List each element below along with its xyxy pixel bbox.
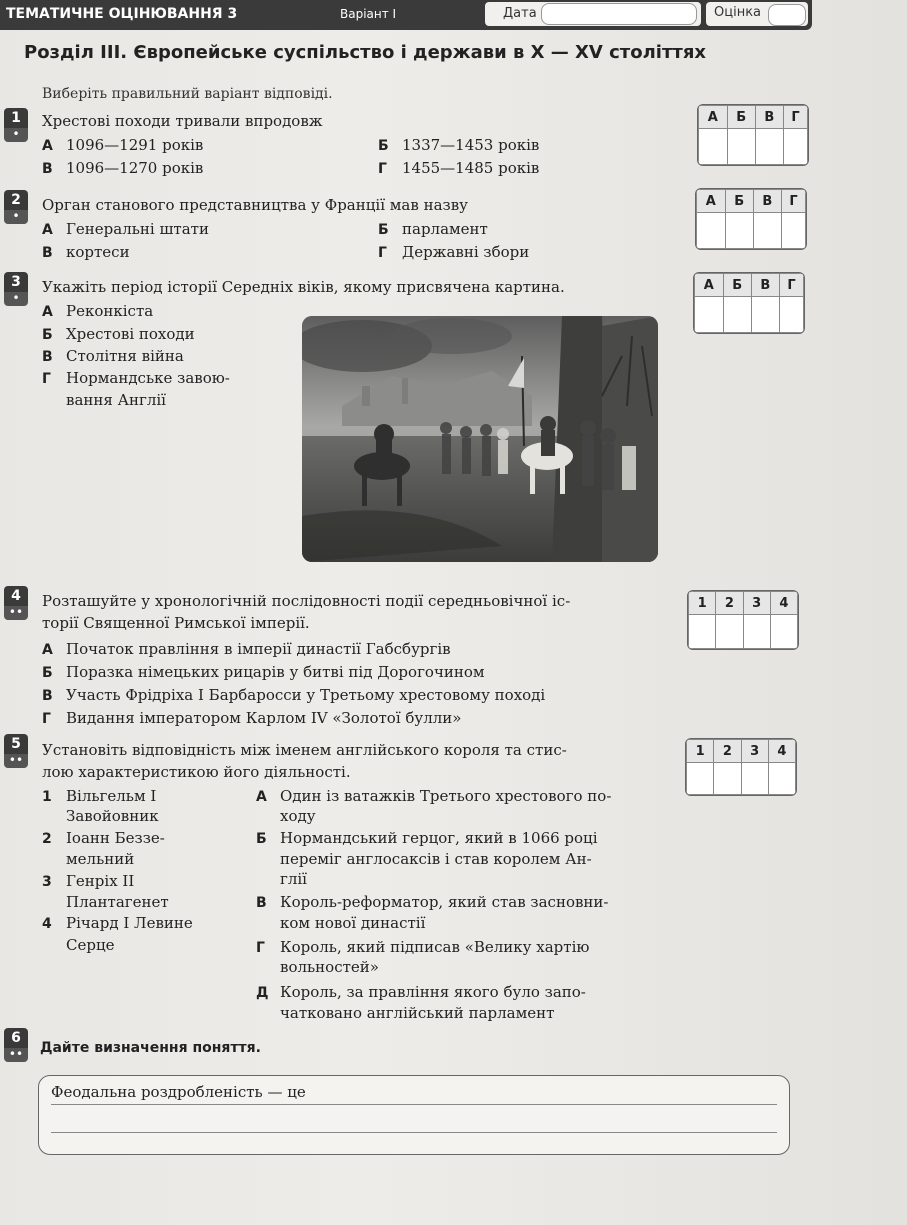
question-number: 5 — [4, 734, 28, 754]
q5-king-1-cont: Завойовник — [66, 807, 159, 825]
answer-cell[interactable] — [781, 213, 805, 249]
question-6-number — [4, 1028, 28, 1062]
answer-header-1: 1 — [687, 740, 714, 763]
answer-cell[interactable] — [768, 763, 795, 795]
q5-king-3-cont: Плантагенет — [66, 893, 169, 911]
question-number: 6 — [4, 1028, 28, 1048]
q4-option-v — [42, 686, 545, 704]
desc-text: Король, який підписав «Велику хартію — [280, 938, 590, 956]
option-letter: А — [42, 304, 53, 320]
answer-cell[interactable] — [714, 763, 741, 795]
q5-king-4 — [42, 914, 193, 932]
answer-header-g: Г — [783, 106, 807, 129]
q5-desc-a — [256, 787, 611, 805]
question-number: 3 — [4, 272, 28, 292]
king-name: Вільгельм І — [66, 787, 157, 805]
answer-header-b: Б — [725, 190, 753, 213]
difficulty-dots: •• — [4, 1048, 28, 1062]
king-number: 3 — [42, 874, 52, 890]
instruction: Виберіть правильний варіант відповіді. — [42, 86, 333, 102]
answer-cell[interactable] — [727, 129, 755, 165]
answer-header-g: Г — [779, 274, 803, 297]
option-text: Генеральні штати — [66, 220, 209, 238]
option-text: парламент — [402, 220, 488, 238]
answer-header-v: В — [753, 190, 781, 213]
answer-header-2: 2 — [716, 592, 743, 615]
option-letter: Б — [42, 665, 53, 681]
definition-term: Феодальна роздробленість — це — [51, 1083, 306, 1101]
desc-letter: Б — [256, 831, 267, 847]
option-text: Нормандське завою- — [66, 369, 230, 387]
q3-option-a[interactable] — [42, 302, 153, 320]
option-text: 1455—1485 років — [402, 159, 540, 177]
q2-option-b[interactable] — [378, 220, 488, 238]
q4-option-g — [42, 709, 461, 727]
date-block — [485, 2, 701, 26]
q4-option-a — [42, 640, 451, 658]
option-letter: Г — [42, 371, 51, 387]
answer-cell[interactable] — [770, 615, 797, 649]
q5-desc-b — [256, 829, 598, 847]
option-text: 1096—1270 років — [66, 159, 204, 177]
option-letter: А — [42, 642, 53, 658]
desc-text: Король, за правління якого було запо- — [280, 983, 586, 1001]
difficulty-dots: •• — [4, 606, 28, 620]
answer-header-2: 2 — [714, 740, 741, 763]
question-5-number — [4, 734, 28, 768]
answer-header-a: А — [699, 106, 728, 129]
painting-illustration — [302, 316, 658, 562]
difficulty-dots: • — [4, 292, 28, 306]
section-title: Розділ ІІІ. Європейське суспільство і держави в X — XV століттях — [24, 42, 706, 63]
desc-letter: А — [256, 789, 267, 805]
q5-desc-a-cont: ходу — [280, 807, 316, 825]
q1-option-v[interactable] — [42, 159, 203, 177]
difficulty-dots: • — [4, 210, 28, 224]
question-1-number — [4, 108, 28, 142]
q5-desc-b-cont2: глії — [280, 870, 307, 888]
option-letter: В — [42, 245, 53, 261]
answer-cell[interactable] — [699, 129, 728, 165]
answer-header-1: 1 — [689, 592, 716, 615]
answer-cell[interactable] — [753, 213, 781, 249]
q1-answer-grid — [697, 104, 809, 166]
q2-option-a[interactable] — [42, 220, 209, 238]
question-3-number — [4, 272, 28, 306]
date-label: Дата — [503, 6, 537, 21]
q1-option-a[interactable] — [42, 136, 203, 154]
option-letter: В — [42, 161, 53, 177]
answer-header-3: 3 — [741, 740, 768, 763]
option-text: Поразка німецьких рицарів у битві під Дорогочином — [66, 663, 485, 681]
q5-king-2 — [42, 829, 165, 847]
option-letter: В — [42, 349, 53, 365]
desc-text: Нормандський герцог, який в 1066 році — [280, 829, 598, 847]
header-variant: Варіант І — [340, 7, 397, 21]
answer-header-4: 4 — [768, 740, 795, 763]
answer-cell[interactable] — [697, 213, 726, 249]
q2-answer-grid — [695, 188, 807, 250]
question-4-text-line1: Розташуйте у хронологічній послідовності події середньовічної іс- — [42, 592, 571, 610]
option-text: Початок правління в імперії династії Габсбургів — [66, 640, 451, 658]
answer-header-g: Г — [781, 190, 805, 213]
question-6-text: Дайте визначення поняття. — [40, 1040, 261, 1056]
answer-cell[interactable] — [689, 615, 716, 649]
q5-king-2-cont: мельний — [66, 850, 135, 868]
desc-letter: Г — [256, 940, 265, 956]
answer-cell[interactable] — [783, 129, 807, 165]
answer-cell[interactable] — [723, 297, 751, 333]
option-letter: В — [42, 688, 53, 704]
option-letter: Б — [378, 138, 389, 154]
q4-answer-grid — [687, 590, 799, 650]
header-bar — [0, 0, 812, 30]
option-text: Реконкіста — [66, 302, 154, 320]
q5-desc-v — [256, 893, 608, 911]
answer-line — [51, 1104, 777, 1105]
option-letter: Г — [42, 711, 51, 727]
historical-painting — [302, 316, 658, 562]
answer-line — [51, 1132, 777, 1133]
option-letter: А — [42, 138, 53, 154]
option-text: Державні збори — [402, 243, 530, 261]
king-name: Річард І Левине — [66, 914, 193, 932]
q5-king-4-cont: Серце — [66, 936, 115, 954]
option-letter: А — [42, 222, 53, 238]
difficulty-dots: •• — [4, 754, 28, 768]
q5-desc-d-cont: чатковано англійський парламент — [280, 1004, 555, 1022]
option-text: Видання імператором Карлом IV «Золотої булли» — [66, 709, 462, 727]
answer-header-a: А — [695, 274, 724, 297]
desc-letter: Д — [256, 985, 269, 1001]
option-text: Столітня війна — [66, 347, 184, 365]
q5-king-3 — [42, 872, 134, 890]
desc-text: Один із ватажків Третього хрестового по- — [280, 787, 612, 805]
q3-option-v[interactable] — [42, 347, 184, 365]
option-text: 1337—1453 років — [402, 136, 540, 154]
answer-cell[interactable] — [725, 213, 753, 249]
answer-header-3: 3 — [743, 592, 770, 615]
answer-cell[interactable] — [751, 297, 779, 333]
q1-option-b[interactable] — [378, 136, 539, 154]
grade-block — [706, 2, 808, 26]
question-5-text-line1: Установіть відповідність між іменем англійського короля та стис- — [42, 741, 567, 759]
question-4-text-line2: торії Священної Римської імперії. — [42, 614, 310, 632]
king-name: Генріх ІІ — [66, 872, 135, 890]
desc-text: Король-реформатор, який став засновни- — [280, 893, 609, 911]
king-number: 1 — [42, 789, 52, 805]
answer-header-a: А — [697, 190, 726, 213]
option-letter: Г — [378, 245, 387, 261]
answer-header-v: В — [751, 274, 779, 297]
answer-cell[interactable] — [779, 297, 803, 333]
q2-option-v[interactable] — [42, 243, 130, 261]
answer-header-4: 4 — [770, 592, 797, 615]
option-text: 1096—1291 років — [66, 136, 204, 154]
question-1-text: Хрестові походи тривали впродовж — [42, 112, 323, 130]
q5-answer-grid — [685, 738, 797, 796]
q5-desc-v-cont: ком нової династії — [280, 914, 426, 932]
header-title: ТЕМАТИЧНЕ ОЦІНЮВАННЯ 3 — [6, 6, 238, 22]
answer-header-v: В — [755, 106, 783, 129]
king-number: 2 — [42, 831, 52, 847]
answer-header-b: Б — [727, 106, 755, 129]
king-name: Іоанн Беззе- — [66, 829, 165, 847]
question-5-text-line2: лою характеристикою його діяльності. — [42, 763, 351, 781]
option-text: Участь Фрідріха І Барбаросси у Третьому хрестовому поході — [66, 686, 546, 704]
answer-cell[interactable] — [695, 297, 724, 333]
question-2-text: Орган станового представництва у Франції мав назву — [42, 196, 468, 214]
option-letter: Б — [42, 327, 53, 343]
answer-cell[interactable] — [687, 763, 714, 795]
q2-option-g[interactable] — [378, 243, 529, 261]
question-3-text: Укажіть період історії Середніх віків, якому присвячена картина. — [42, 278, 565, 296]
q5-desc-g-cont: вольностей» — [280, 958, 379, 976]
option-text: Хрестові походи — [66, 325, 195, 343]
answer-cell[interactable] — [741, 763, 768, 795]
grade-field[interactable] — [768, 4, 806, 26]
king-number: 4 — [42, 916, 52, 932]
q5-king-1 — [42, 787, 156, 805]
answer-cell[interactable] — [755, 129, 783, 165]
q3-answer-grid — [693, 272, 805, 334]
option-letter: Б — [378, 222, 389, 238]
question-2-number — [4, 190, 28, 224]
q4-option-b — [42, 663, 485, 681]
question-number: 2 — [4, 190, 28, 210]
option-text: кортеси — [66, 243, 130, 261]
q1-option-g[interactable] — [378, 159, 539, 177]
grade-label: Оцінка — [714, 5, 762, 20]
date-field[interactable] — [541, 3, 697, 25]
q5-desc-b-cont1: переміг англосаксів і став королем Ан- — [280, 850, 592, 868]
question-4-number — [4, 586, 28, 620]
q3-option-g-continued: вання Англії — [66, 391, 166, 409]
answer-cell[interactable] — [716, 615, 743, 649]
answer-cell[interactable] — [743, 615, 770, 649]
q3-option-b[interactable] — [42, 325, 195, 343]
answer-header-b: Б — [723, 274, 751, 297]
q3-option-g[interactable] — [42, 369, 230, 387]
difficulty-dots: • — [4, 128, 28, 142]
question-number: 1 — [4, 108, 28, 128]
definition-answer-box[interactable] — [38, 1075, 790, 1155]
option-letter: Г — [378, 161, 387, 177]
question-number: 4 — [4, 586, 28, 606]
q5-desc-d — [256, 983, 586, 1001]
desc-letter: В — [256, 895, 267, 911]
q5-desc-g — [256, 938, 589, 956]
